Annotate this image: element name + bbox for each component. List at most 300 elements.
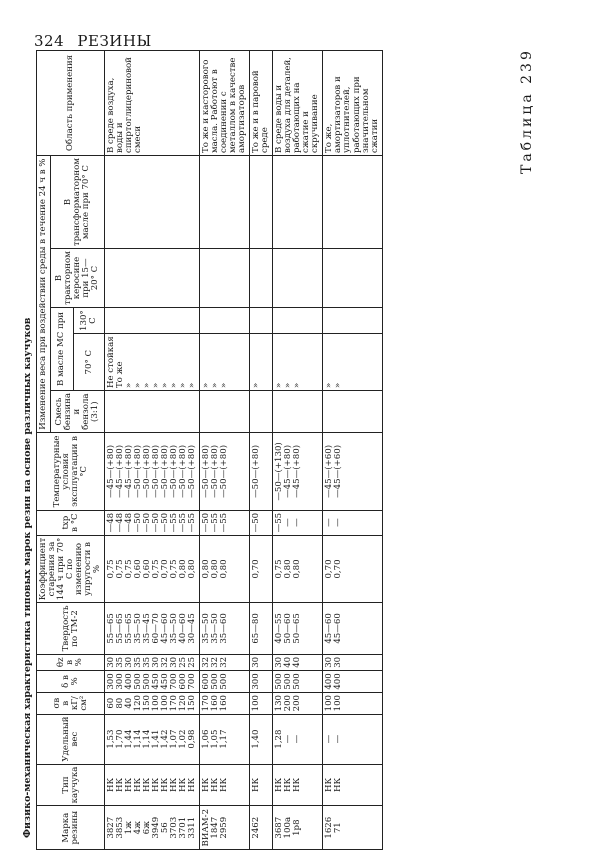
cell-theta <box>105 654 200 671</box>
cell-line: —50—(+80) <box>178 444 189 498</box>
cell-line: 32 <box>201 656 212 668</box>
cell-use: То же и в паровой среде <box>250 51 273 156</box>
cell-line: 3701 <box>178 816 189 839</box>
cell-line: 0,75 <box>106 559 117 579</box>
cell-line: 600 <box>178 673 189 690</box>
cell-density <box>273 714 323 764</box>
cell-line: НК <box>124 777 135 793</box>
cell-tbr <box>105 510 200 535</box>
cell-mark <box>250 806 273 850</box>
cell-line: —50 <box>201 512 212 533</box>
cell-kero <box>273 249 323 308</box>
cell-line: — <box>324 734 335 744</box>
cell-hardness <box>250 603 273 654</box>
col-oil: В масле МС при <box>51 307 74 390</box>
cell-line: » <box>333 382 344 389</box>
cell-line: 1,40 <box>251 729 262 749</box>
cell-line: НК <box>210 777 221 793</box>
cell-line: 450 <box>151 673 162 690</box>
cell-line: 1,14 <box>133 729 144 749</box>
cell-line: » <box>201 382 212 389</box>
cell-line: 150 <box>142 694 153 712</box>
cell-tbr <box>250 510 273 535</box>
cell-oil130 <box>105 307 200 333</box>
cell-oil130 <box>200 307 250 333</box>
cell-line: 300 <box>251 673 262 690</box>
cell-oil130 <box>250 307 273 333</box>
cell-line: 56 <box>160 822 171 834</box>
cell-sigma <box>105 692 200 714</box>
cell-line: 32 <box>160 656 171 668</box>
cell-density <box>323 714 382 764</box>
cell-line: 50—60 <box>283 613 294 644</box>
cell-oil <box>273 334 323 391</box>
cell-line: 0,80 <box>178 559 189 579</box>
cell-line: —45—(+80) <box>115 444 126 498</box>
cell-line: 55—65 <box>124 613 135 644</box>
cell-theta <box>273 654 323 671</box>
cell-line: 0,70 <box>324 559 335 579</box>
table-label: Таблица 239 <box>519 48 535 174</box>
cell-line: 35—50 <box>201 613 212 644</box>
cell-line: Не стойкая <box>106 336 117 389</box>
cell-line: 1,41 <box>151 729 162 749</box>
cell-aging <box>250 535 273 603</box>
cell-line: 100 <box>160 694 171 712</box>
cell-delta <box>250 671 273 693</box>
cell-line: — <box>283 518 294 527</box>
cell-tbr <box>200 510 250 535</box>
cell-line: » <box>274 382 285 389</box>
section-title: РЕЗИНЫ <box>77 32 152 50</box>
cell-line: 30 <box>169 656 180 668</box>
col-use: Область применения <box>37 51 105 156</box>
cell-temp <box>105 433 200 510</box>
cell-line: 1,70 <box>115 729 126 749</box>
cell-line: 4ж <box>133 821 144 835</box>
cell-line: НК <box>151 777 162 793</box>
cell-line: 25 <box>178 656 189 668</box>
cell-line: —50 <box>133 512 144 533</box>
cell-sigma <box>200 692 250 714</box>
col-density: Удельный вес <box>37 714 105 764</box>
cell-line: 1ж <box>124 821 135 835</box>
cell-line: —48 <box>106 512 117 533</box>
cell-mark <box>323 806 382 850</box>
cell-line: 600 <box>201 673 212 690</box>
cell-line: » <box>124 382 135 389</box>
cell-line: 0,60 <box>142 559 153 579</box>
cell-line: 100 <box>151 694 162 712</box>
cell-line: 150 <box>187 694 198 712</box>
cell-line: 40—60 <box>178 613 189 644</box>
cell-line: » <box>142 382 153 389</box>
page-number: 324 <box>34 32 65 50</box>
cell-transf <box>273 156 323 249</box>
cell-line: — <box>292 734 303 744</box>
cell-line: —55 <box>178 512 189 533</box>
cell-line: 3311 <box>187 816 198 839</box>
cell-line: 700 <box>169 673 180 690</box>
cell-line: 0,75 <box>151 559 162 579</box>
cell-line: 200 <box>283 694 294 712</box>
cell-line: НК <box>142 777 153 793</box>
cell-mark <box>273 806 323 850</box>
cell-sigma <box>323 692 382 714</box>
cell-line: 35 <box>115 656 126 668</box>
cell-line: 0,75 <box>274 559 285 579</box>
cell-line: 6ж <box>142 821 153 835</box>
cell-line: » <box>178 382 189 389</box>
cell-line: —45—(+80) <box>124 444 135 498</box>
cell-rubber <box>323 764 382 806</box>
cell-line: 35 <box>142 656 153 668</box>
cell-line: 0,80 <box>187 559 198 579</box>
cell-line: 45—60 <box>333 613 344 644</box>
cell-line: НК <box>274 777 285 793</box>
cell-line: 500 <box>219 673 230 690</box>
cell-kero <box>200 249 250 308</box>
cell-line: 1р8 <box>292 819 303 836</box>
cell-aging <box>323 535 382 603</box>
cell-line: 32 <box>219 656 230 668</box>
cell-temp <box>250 433 273 510</box>
cell-line: НК <box>292 777 303 793</box>
cell-line: 71 <box>333 822 344 834</box>
cell-delta <box>105 671 200 693</box>
cell-line: 40—55 <box>274 613 285 644</box>
cell-delta <box>323 671 382 693</box>
cell-line: НК <box>115 777 126 793</box>
cell-line: 500 <box>142 673 153 690</box>
cell-delta <box>200 671 250 693</box>
cell-temp <box>323 433 382 510</box>
cell-aging <box>200 535 250 603</box>
cell-line: НК <box>169 777 180 793</box>
cell-kero <box>250 249 273 308</box>
cell-transf <box>200 156 250 249</box>
cell-line: 100 <box>251 694 262 712</box>
cell-line: НК <box>106 777 117 793</box>
cell-line: 1847 <box>210 816 221 839</box>
cell-line: —45—(+80) <box>292 444 303 498</box>
cell-line: 1,42 <box>160 729 171 749</box>
cell-line: 60—70 <box>151 613 162 644</box>
cell-line: 80 <box>115 697 126 709</box>
cell-density <box>200 714 250 764</box>
cell-line: 45—60 <box>324 613 335 644</box>
cell-density <box>105 714 200 764</box>
cell-line: НК <box>160 777 171 793</box>
cell-oil <box>250 334 273 391</box>
cell-hardness <box>200 603 250 654</box>
cell-line: 160 <box>210 694 221 712</box>
cell-line: 500 <box>274 673 285 690</box>
cell-line: 100а <box>283 816 294 839</box>
cell-line: 1,07 <box>169 729 180 749</box>
cell-line: 3827 <box>106 816 117 839</box>
cell-line: 1,14 <box>142 729 153 749</box>
cell-line: —45—(+60) <box>324 444 335 498</box>
col-benz: Смесь бензина и бензола (3:1) <box>51 391 105 433</box>
cell-line: 1,05 <box>210 729 221 749</box>
cell-line: 30—45 <box>187 613 198 644</box>
cell-line: 3687 <box>274 816 285 839</box>
cell-sigma <box>273 692 323 714</box>
cell-theta <box>323 654 382 671</box>
cell-line: —55 <box>210 512 221 533</box>
table-row <box>273 51 323 850</box>
cell-line: 0,80 <box>292 559 303 579</box>
cell-line: 55—65 <box>106 613 117 644</box>
cell-oil <box>105 334 200 391</box>
cell-line: » <box>169 382 180 389</box>
cell-line: 700 <box>187 673 198 690</box>
cell-rubber <box>200 764 250 806</box>
cell-line: —55 <box>274 512 285 533</box>
cell-line: —55 <box>187 512 198 533</box>
rubber-properties-table <box>36 50 383 850</box>
cell-line: —50—(+80) <box>151 444 162 498</box>
cell-line: 400 <box>124 673 135 690</box>
cell-line: 0,70 <box>251 559 262 579</box>
cell-line: 170 <box>169 694 180 712</box>
cell-rubber <box>105 764 200 806</box>
cell-line: 120 <box>178 694 189 712</box>
cell-kero <box>323 249 382 308</box>
cell-line: —50—(+80) <box>251 444 262 498</box>
cell-line: 0,80 <box>210 559 221 579</box>
cell-line: 1,28 <box>274 729 285 749</box>
cell-line: 1,44 <box>124 729 135 749</box>
table-title: Физико-механическая характеристика типовых марок резин на основе различных каучуков <box>22 317 33 838</box>
cell-line: —48 <box>115 512 126 533</box>
cell-line: 0,75 <box>169 559 180 579</box>
cell-line: 500 <box>133 673 144 690</box>
cell-theta <box>250 654 273 671</box>
cell-line: 35—50 <box>133 613 144 644</box>
cell-line: 35—50 <box>210 613 221 644</box>
col-delta: δ в % <box>37 671 105 693</box>
cell-line: — <box>324 518 335 527</box>
cell-line: 35—60 <box>219 613 230 644</box>
cell-line: ВИАМ-2 <box>201 808 212 847</box>
cell-line: НК <box>201 777 212 793</box>
col-aging: Коэффициент старения за 144 ч при 70° С по изменению упругости в % <box>37 535 105 603</box>
cell-temp <box>200 433 250 510</box>
cell-line: 30 <box>324 656 335 668</box>
cell-line: —50—(+80) <box>219 444 230 498</box>
cell-line: 65—80 <box>251 613 262 644</box>
cell-line: 3703 <box>169 816 180 839</box>
cell-hardness <box>323 603 382 654</box>
cell-line: —50—(+80) <box>210 444 221 498</box>
cell-mark <box>105 806 200 850</box>
cell-line: НК <box>283 777 294 793</box>
cell-line: — <box>333 518 344 527</box>
cell-line: » <box>324 382 335 389</box>
cell-use: То же и касторового масла. Работоют в соединении с металлом в качестве амортизаторов <box>200 51 250 156</box>
col-theta: θz в % <box>37 654 105 671</box>
table-row <box>105 51 200 850</box>
cell-line: 130 <box>274 694 285 712</box>
cell-line: —45—(+60) <box>333 444 344 498</box>
cell-line: 170 <box>201 694 212 712</box>
cell-tbr <box>323 510 382 535</box>
cell-line: 0,80 <box>283 559 294 579</box>
cell-line: 30 <box>124 656 135 668</box>
col-weight-change: Изменение веса при воздействии среды в течение 24 ч в % <box>37 156 51 433</box>
cell-line: 0,70 <box>160 559 171 579</box>
cell-aging <box>105 535 200 603</box>
cell-line: 3853 <box>115 816 126 839</box>
cell-line: 120 <box>133 694 144 712</box>
cell-line: 0,75 <box>124 559 135 579</box>
cell-line: —50 <box>142 512 153 533</box>
cell-line: —50 <box>151 512 162 533</box>
cell-benz <box>250 391 273 433</box>
cell-use: То же, амортизаторов и уплотнителей, работающих при значительном сжатии <box>323 51 382 156</box>
cell-line: 30 <box>106 656 117 668</box>
cell-line: 2959 <box>219 816 230 839</box>
cell-rubber <box>273 764 323 806</box>
cell-line: 100 <box>333 694 344 712</box>
cell-tbr <box>273 510 323 535</box>
cell-line: 0,60 <box>133 559 144 579</box>
col-sigma: σв в кГ/см² <box>37 692 105 714</box>
cell-line: » <box>292 382 303 389</box>
cell-line: 30 <box>151 656 162 668</box>
cell-line: 0,80 <box>201 559 212 579</box>
cell-line: —50—(+80) <box>160 444 171 498</box>
cell-line: 50—65 <box>292 613 303 644</box>
cell-line: 500 <box>210 673 221 690</box>
cell-benz <box>273 391 323 433</box>
cell-line: НК <box>187 777 198 793</box>
cell-line: НК <box>324 777 335 793</box>
cell-line: » <box>187 382 198 389</box>
col-hardness: Твердость по ТМ-2 <box>37 603 105 654</box>
cell-line: » <box>160 382 171 389</box>
cell-line: — <box>292 518 303 527</box>
cell-line: » <box>151 382 162 389</box>
cell-line: 0,80 <box>219 559 230 579</box>
cell-line: 500 <box>292 673 303 690</box>
cell-hardness <box>273 603 323 654</box>
cell-line: 32 <box>210 656 221 668</box>
cell-line: НК <box>251 777 262 793</box>
cell-delta <box>273 671 323 693</box>
cell-oil <box>200 334 250 391</box>
cell-line: НК <box>133 777 144 793</box>
col-transf: В трансформаторном масле при 70° С <box>51 156 105 249</box>
cell-line: 25 <box>187 656 198 668</box>
cell-line: 100 <box>324 694 335 712</box>
cell-oil130 <box>273 307 323 333</box>
cell-benz <box>200 391 250 433</box>
cell-line: » <box>251 382 262 389</box>
cell-line: 300 <box>106 673 117 690</box>
cell-line: 55—65 <box>115 613 126 644</box>
cell-line: 1,06 <box>201 729 212 749</box>
cell-benz <box>105 391 200 433</box>
cell-line: — <box>333 734 344 744</box>
cell-line: 60 <box>106 697 117 709</box>
cell-line: —50—(+130) <box>274 442 285 501</box>
cell-kero <box>105 249 200 308</box>
cell-theta <box>200 654 250 671</box>
cell-line: —50—(+80) <box>133 444 144 498</box>
col-oil130: 130° С <box>73 307 104 333</box>
cell-line: НК <box>178 777 189 793</box>
cell-line: » <box>219 382 230 389</box>
cell-line: 35—50 <box>169 613 180 644</box>
cell-line: 45—60 <box>160 613 171 644</box>
cell-line: 0,98 <box>187 729 198 749</box>
cell-line: —50—(+80) <box>169 444 180 498</box>
cell-line: 35 <box>133 656 144 668</box>
cell-mark <box>200 806 250 850</box>
cell-line: 1,17 <box>219 729 230 749</box>
cell-line: 40 <box>283 656 294 668</box>
cell-line: 1,02 <box>178 729 189 749</box>
cell-line: 400 <box>333 673 344 690</box>
cell-oil130 <box>323 307 382 333</box>
cell-transf <box>105 156 200 249</box>
cell-line: —50—(+80) <box>142 444 153 498</box>
cell-hardness <box>105 603 200 654</box>
cell-line: 0,70 <box>333 559 344 579</box>
cell-line: 3949 <box>151 816 162 839</box>
cell-line: 35—45 <box>142 613 153 644</box>
cell-use: В среде воды и воздуха для деталей, работающих на сжатие и скручивание <box>273 51 323 156</box>
cell-aging <box>273 535 323 603</box>
cell-line: 2462 <box>251 816 262 839</box>
cell-line: —50—(+80) <box>187 444 198 498</box>
cell-line: НК <box>333 777 344 793</box>
cell-line: 1626 <box>324 816 335 839</box>
cell-line: » <box>210 382 221 389</box>
cell-line: » <box>133 382 144 389</box>
cell-density <box>250 714 273 764</box>
cell-line: —50—(+80) <box>201 444 212 498</box>
cell-rubber <box>250 764 273 806</box>
cell-line: —45—(+80) <box>106 444 117 498</box>
cell-line: 40 <box>292 656 303 668</box>
cell-transf <box>323 156 382 249</box>
cell-line: — <box>283 734 294 744</box>
cell-use: В среде воздуха, воды и спиртоглицериновой смеси <box>105 51 200 156</box>
cell-line: 40 <box>124 697 135 709</box>
cell-line: 300 <box>115 673 126 690</box>
cell-line: 30 <box>333 656 344 668</box>
cell-line: 500 <box>283 673 294 690</box>
cell-line: —55 <box>219 512 230 533</box>
table-row <box>200 51 250 850</box>
col-tbr: tхр в °С <box>37 510 105 535</box>
cell-line: 160 <box>219 694 230 712</box>
cell-line: 400 <box>324 673 335 690</box>
col-mark: Марка резины <box>37 806 105 850</box>
cell-line: 450 <box>160 673 171 690</box>
cell-oil <box>323 334 382 391</box>
col-rubber: Тип каучука <box>37 764 105 806</box>
cell-line: 1,53 <box>106 729 117 749</box>
col-kero: В тракторном керосине при 15—20° С <box>51 249 105 308</box>
cell-line: —48 <box>124 512 135 533</box>
cell-temp <box>273 433 323 510</box>
cell-line: 200 <box>292 694 303 712</box>
